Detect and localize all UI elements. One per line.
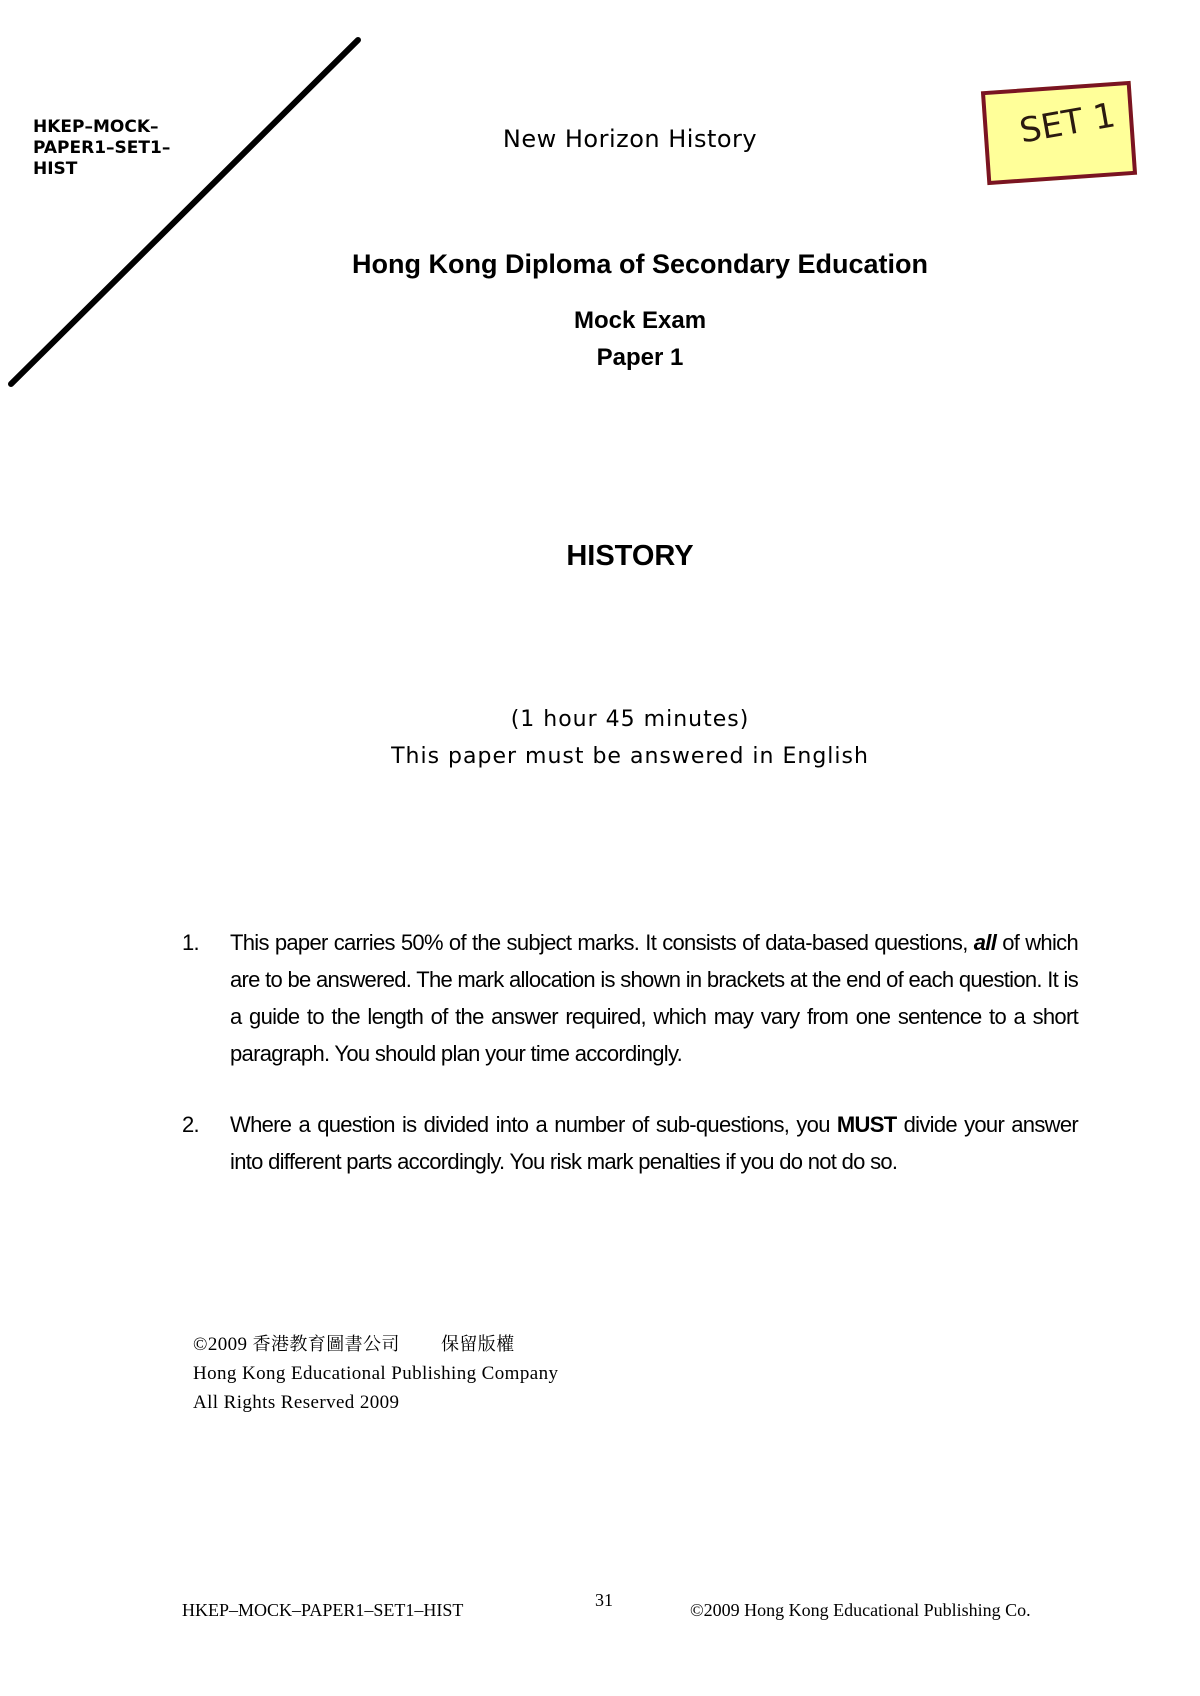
instruction-text-part: Where a question is divided into a number of sub-questions, you xyxy=(230,1112,837,1137)
instruction-item xyxy=(182,924,1078,1072)
instruction-text-part: divide your answer into different parts accordingly. You risk mark penalties if you do not do so. xyxy=(230,1112,1078,1174)
page-number: 31 xyxy=(595,1590,613,1610)
corner-code-line-3: HIST xyxy=(33,159,78,179)
instruction-number: 2. xyxy=(182,1112,199,1137)
instruction-text-part: of which are to be answered. The mark allocation is shown in brackets at the end of each question. It is a guide to the length of the answer required, which may vary from one sentence to a short paragraph. You should plan your time accordingly. xyxy=(230,930,1078,1066)
corner-paper-code xyxy=(33,117,223,180)
publisher-title: New Horizon History xyxy=(502,125,758,153)
duration: (1 hour 45 minutes) xyxy=(510,707,750,732)
mock-exam-label: Mock Exam xyxy=(573,307,707,334)
set-badge xyxy=(981,81,1137,185)
instruction-emphasis: MUST xyxy=(836,1112,897,1137)
corner-code-line-2: PAPER1–SET1– xyxy=(33,138,171,158)
copyright-block xyxy=(193,1330,558,1417)
instruction-emphasis: all xyxy=(973,930,997,955)
copyright-line-2: Hong Kong Educational Publishing Company xyxy=(193,1363,559,1384)
copyright-line-3: All Rights Reserved 2009 xyxy=(193,1392,400,1413)
language-note: This paper must be answered in English xyxy=(391,744,869,769)
instruction-item xyxy=(182,1106,1078,1180)
set-badge-label: SET 1 xyxy=(1016,95,1119,152)
footer-copyright: ©2009 Hong Kong Educational Publishing Co. xyxy=(690,1600,1031,1620)
copyright-rights-chinese: 保留版權 xyxy=(440,1334,515,1355)
copyright-year: ©2009 xyxy=(193,1334,248,1355)
subject-title: HISTORY xyxy=(566,540,694,572)
instruction-number: 1. xyxy=(182,930,199,955)
instruction-text-part: This paper carries 50% of the subject marks. It consists of data-based questions, xyxy=(230,930,974,955)
paper-label: Paper 1 xyxy=(596,344,684,371)
instruction-text xyxy=(230,924,1078,1072)
exam-title: Hong Kong Diploma of Secondary Education xyxy=(351,249,929,279)
footer-paper-code: HKEP–MOCK–PAPER1–SET1–HIST xyxy=(182,1600,464,1620)
copyright-line-1 xyxy=(193,1330,558,1359)
copyright-company-chinese: 香港教育圖書公司 xyxy=(252,1334,400,1355)
corner-code-line-1: HKEP–MOCK– xyxy=(33,117,159,137)
instruction-text xyxy=(230,1106,1078,1180)
